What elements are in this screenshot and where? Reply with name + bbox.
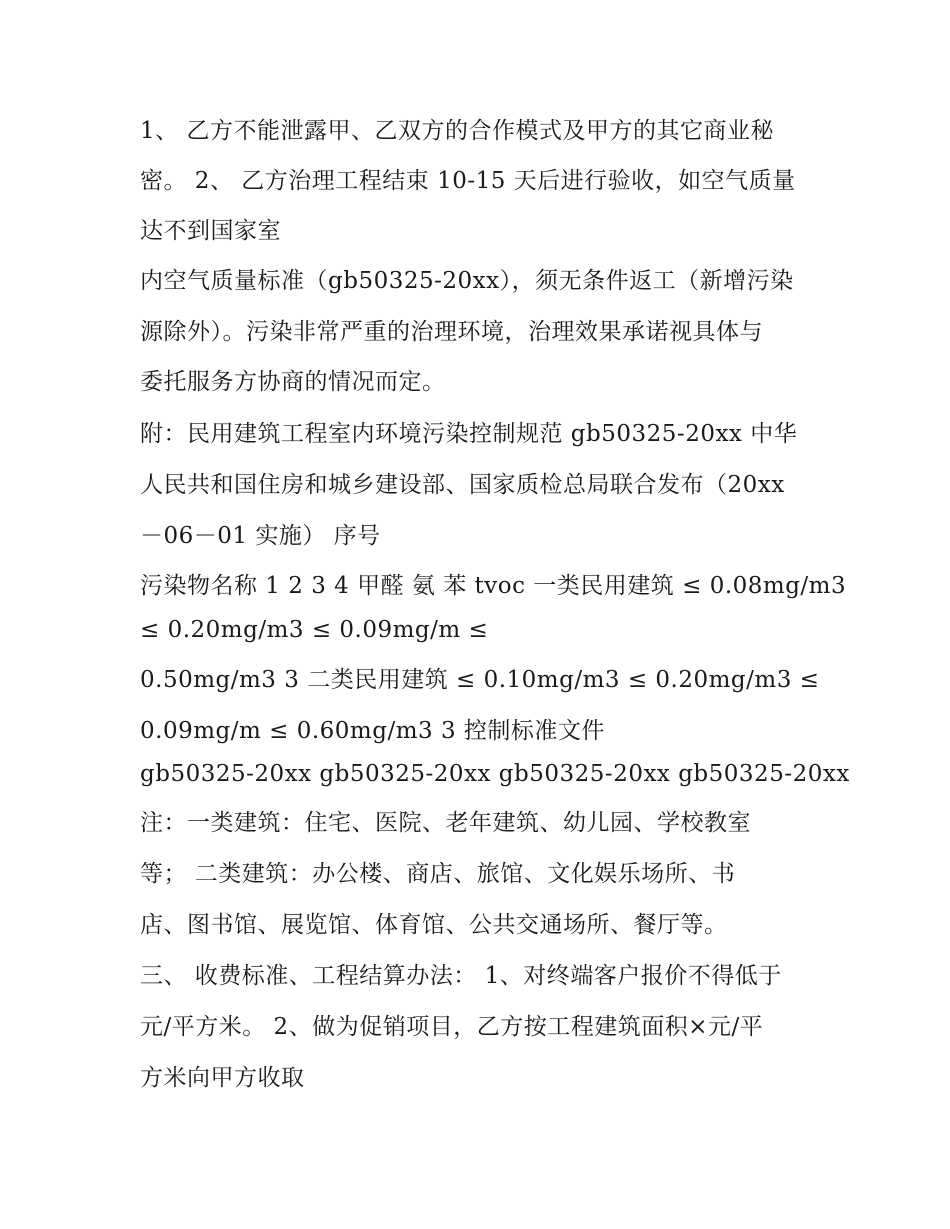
paragraph-line: 等； 二类建筑：办公楼、商店、旅馆、文化娱乐场所、书 bbox=[140, 861, 736, 887]
paragraph-line: 人民共和国住房和城乡建设部、国家质检总局联合发布（20xx bbox=[140, 472, 785, 498]
paragraph-line: 源除外）。污染非常严重的治理环境，治理效果承诺视具体与 bbox=[140, 319, 763, 345]
paragraph-line: 密。 2、 乙方治理工程结束 10-15 天后进行验收，如空气质量 bbox=[140, 168, 796, 194]
paragraph-line: 附：民用建筑工程室内环境污染控制规范 gb50325-20xx 中华 bbox=[140, 421, 798, 447]
paragraph-line: 店、图书馆、展览馆、体育馆、公共交通场所、餐厅等。 bbox=[140, 912, 728, 938]
paragraph-line: gb50325-20xx gb50325-20xx gb50325-20xx gb50325-20xx bbox=[140, 761, 850, 787]
paragraph-line: 三、 收费标准、工程结算办法： 1、对终端客户报价不得低于 bbox=[140, 963, 782, 989]
paragraph-line: 委托服务方协商的情况而定。 bbox=[140, 369, 446, 395]
paragraph-line: 1、 乙方不能泄露甲、乙双方的合作模式及甲方的其它商业秘 bbox=[140, 118, 774, 144]
paragraph-line: 注：一类建筑：住宅、医院、老年建筑、幼儿园、学校教室 bbox=[140, 810, 751, 836]
paragraph-line: 方米向甲方收取 bbox=[140, 1065, 305, 1091]
paragraph-line: 0.09mg/m ≤ 0.60mg/m3 3 控制标准文件 bbox=[140, 718, 605, 744]
paragraph-line: 污染物名称 1 2 3 4 甲醛 氨 苯 tvoc 一类民用建筑 ≤ 0.08mg/m3 bbox=[140, 573, 847, 599]
paragraph-line: 元/平方米。 2、做为促销项目，乙方按工程建筑面积×元/平 bbox=[140, 1014, 764, 1040]
paragraph-line: 达不到国家室 bbox=[140, 218, 281, 244]
paragraph-line: 内空气质量标准（gb50325-20xx），须无条件返工（新增污染 bbox=[140, 268, 794, 294]
paragraph-line: ≤ 0.20mg/m3 ≤ 0.09mg/m ≤ bbox=[140, 617, 489, 643]
paragraph-line: 0.50mg/m3 3 二类民用建筑 ≤ 0.10mg/m3 ≤ 0.20mg/m3 ≤ bbox=[140, 667, 820, 693]
paragraph-line: －06－01 实施） 序号 bbox=[140, 523, 381, 549]
